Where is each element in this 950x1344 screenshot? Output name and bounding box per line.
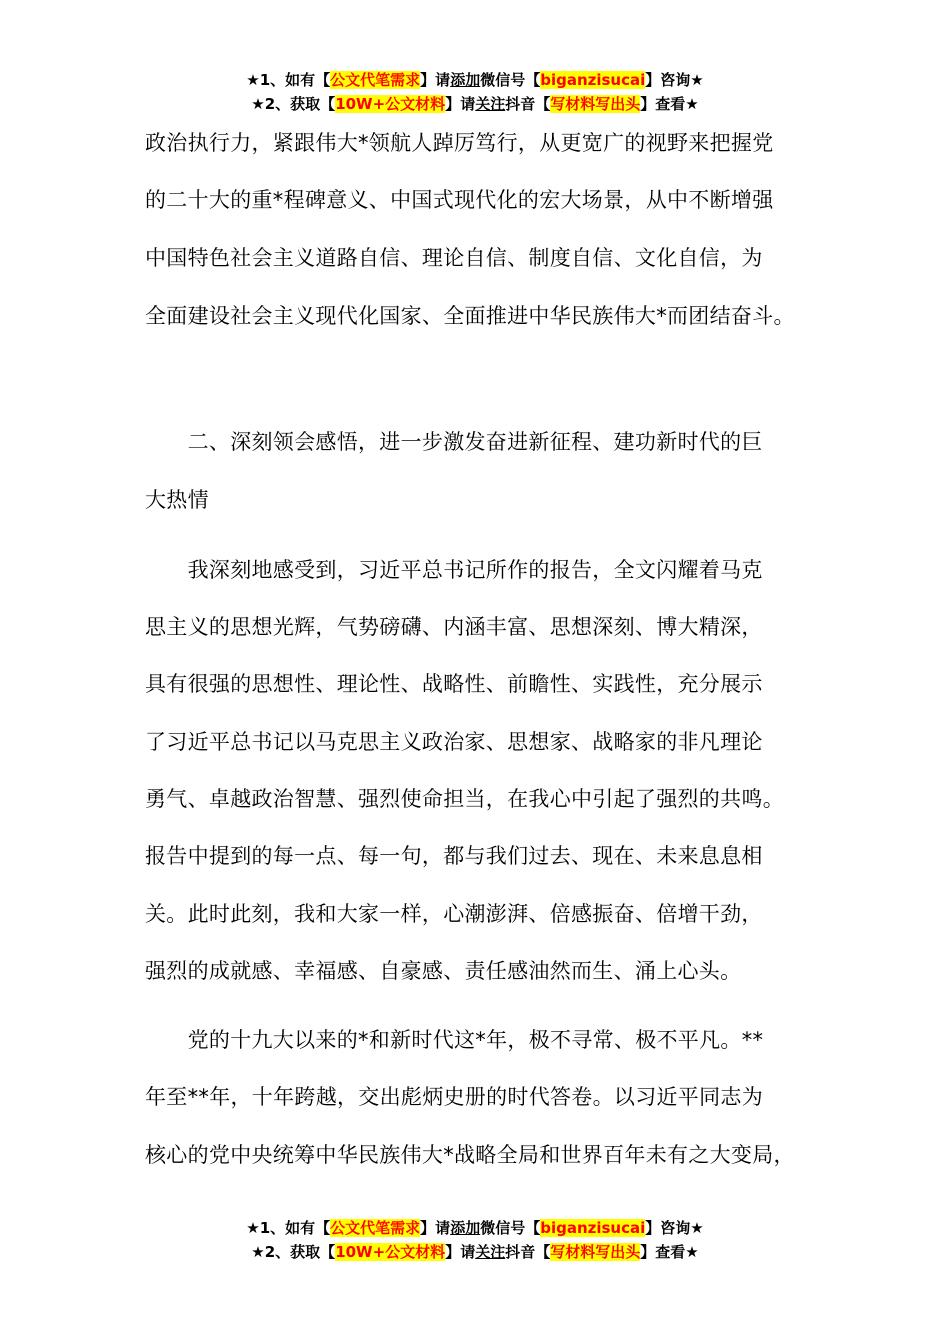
- footer-wechat-id: biganzisucai: [540, 1219, 646, 1237]
- doc-line-3: 中国特色社会主义道路自信、理论自信、制度自信、文化自信，为: [145, 246, 763, 270]
- banner-line-1: [0, 70, 950, 94]
- doc-line-16: 年至**年，十年跨越，交出彪炳史册的时代答卷。以习近平同志为: [145, 1085, 763, 1109]
- banner-underlined-follow: 关注: [475, 95, 506, 113]
- banner-highlight-materials: 10W+公文材料: [335, 95, 446, 113]
- doc-line-10: 了习近平总书记以马克思主义政治家、思想家、战略家的非凡理论: [145, 730, 763, 754]
- footer-banner: [0, 1218, 950, 1266]
- footer-line-2-mid2: 抖音【: [505, 1243, 551, 1261]
- doc-line-17: 核心的党中央统筹中华民族伟大*战略全局和世界百年未有之大变局，: [145, 1143, 795, 1167]
- footer-line-1: [0, 1218, 950, 1242]
- doc-line-9: 具有很强的思想性、理论性、战略性、前瞻性、实践性，充分展示: [145, 672, 763, 696]
- doc-line-1: 政治执行力，紧跟伟大*领航人踔厉笃行，从更宽广的视野来把握党: [145, 131, 774, 155]
- banner-line-2-mid2: 抖音【: [505, 95, 551, 113]
- banner-highlight-service: 公文代笔需求: [330, 71, 421, 89]
- footer-line-2-prefix: ★2、获取【: [251, 1243, 336, 1261]
- footer-underlined-add: 添加: [450, 1219, 481, 1237]
- doc-line-12: 报告中提到的每一点、每一句，都与我们过去、现在、未来息息相: [145, 844, 763, 868]
- footer-line-2: [0, 1242, 950, 1266]
- footer-underlined-follow: 关注: [475, 1243, 506, 1261]
- banner-line-1-mid1: 】请: [420, 71, 451, 89]
- footer-douyin-id: 写材料写出头: [550, 1243, 641, 1261]
- doc-line-4: 全面建设社会主义现代化国家、全面推进中华民族伟大*而团结奋斗。: [145, 304, 795, 328]
- doc-line-14: 强烈的成就感、幸福感、自豪感、责任感油然而生、涌上心头。: [145, 959, 742, 983]
- footer-line-2-mid1: 】请: [445, 1243, 476, 1261]
- footer-line-1-suffix: 】咨询★: [645, 1219, 704, 1237]
- doc-line-8: 思主义的思想光辉，气势磅礴、内涵丰富、思想深刻、博大精深，: [145, 615, 763, 639]
- footer-line-1-prefix: ★1、如有【: [246, 1219, 331, 1237]
- doc-line-11: 勇气、卓越政治智慧、强烈使命担当，在我心中引起了强烈的共鸣。: [145, 787, 784, 811]
- banner-douyin-id: 写材料写出头: [550, 95, 641, 113]
- footer-line-1-mid2: 微信号【: [480, 1219, 541, 1237]
- banner-line-1-mid2: 微信号【: [480, 71, 541, 89]
- banner-line-2: [0, 94, 950, 118]
- banner-line-2-prefix: ★2、获取【: [251, 95, 336, 113]
- footer-line-2-suffix: 】查看★: [640, 1243, 699, 1261]
- header-banner: [0, 70, 950, 118]
- banner-wechat-id: biganzisucai: [540, 71, 646, 89]
- doc-line-2: 的二十大的重*程碑意义、中国式现代化的宏大场景，从中不断增强: [145, 188, 774, 212]
- section-heading-line-2: 大热情: [145, 488, 209, 512]
- banner-line-1-suffix: 】咨询★: [645, 71, 704, 89]
- section-heading-line-1: 二、深刻领会感悟，进一步激发奋进新征程、建功新时代的巨: [145, 430, 763, 454]
- footer-highlight-service: 公文代笔需求: [330, 1219, 421, 1237]
- banner-line-2-mid1: 】请: [445, 95, 476, 113]
- banner-line-1-prefix: ★1、如有【: [246, 71, 331, 89]
- doc-line-7: 我深刻地感受到，习近平总书记所作的报告，全文闪耀着马克: [145, 558, 763, 582]
- footer-highlight-materials: 10W+公文材料: [335, 1243, 446, 1261]
- footer-line-1-mid1: 】请: [420, 1219, 451, 1237]
- doc-line-13: 关。此时此刻，我和大家一样，心潮澎湃、倍感振奋、倍增干劲，: [145, 902, 763, 926]
- doc-line-15: 党的十九大以来的*和新时代这*年，极不寻常、极不平凡。**: [145, 1028, 764, 1052]
- banner-underlined-add: 添加: [450, 71, 481, 89]
- banner-line-2-suffix: 】查看★: [640, 95, 699, 113]
